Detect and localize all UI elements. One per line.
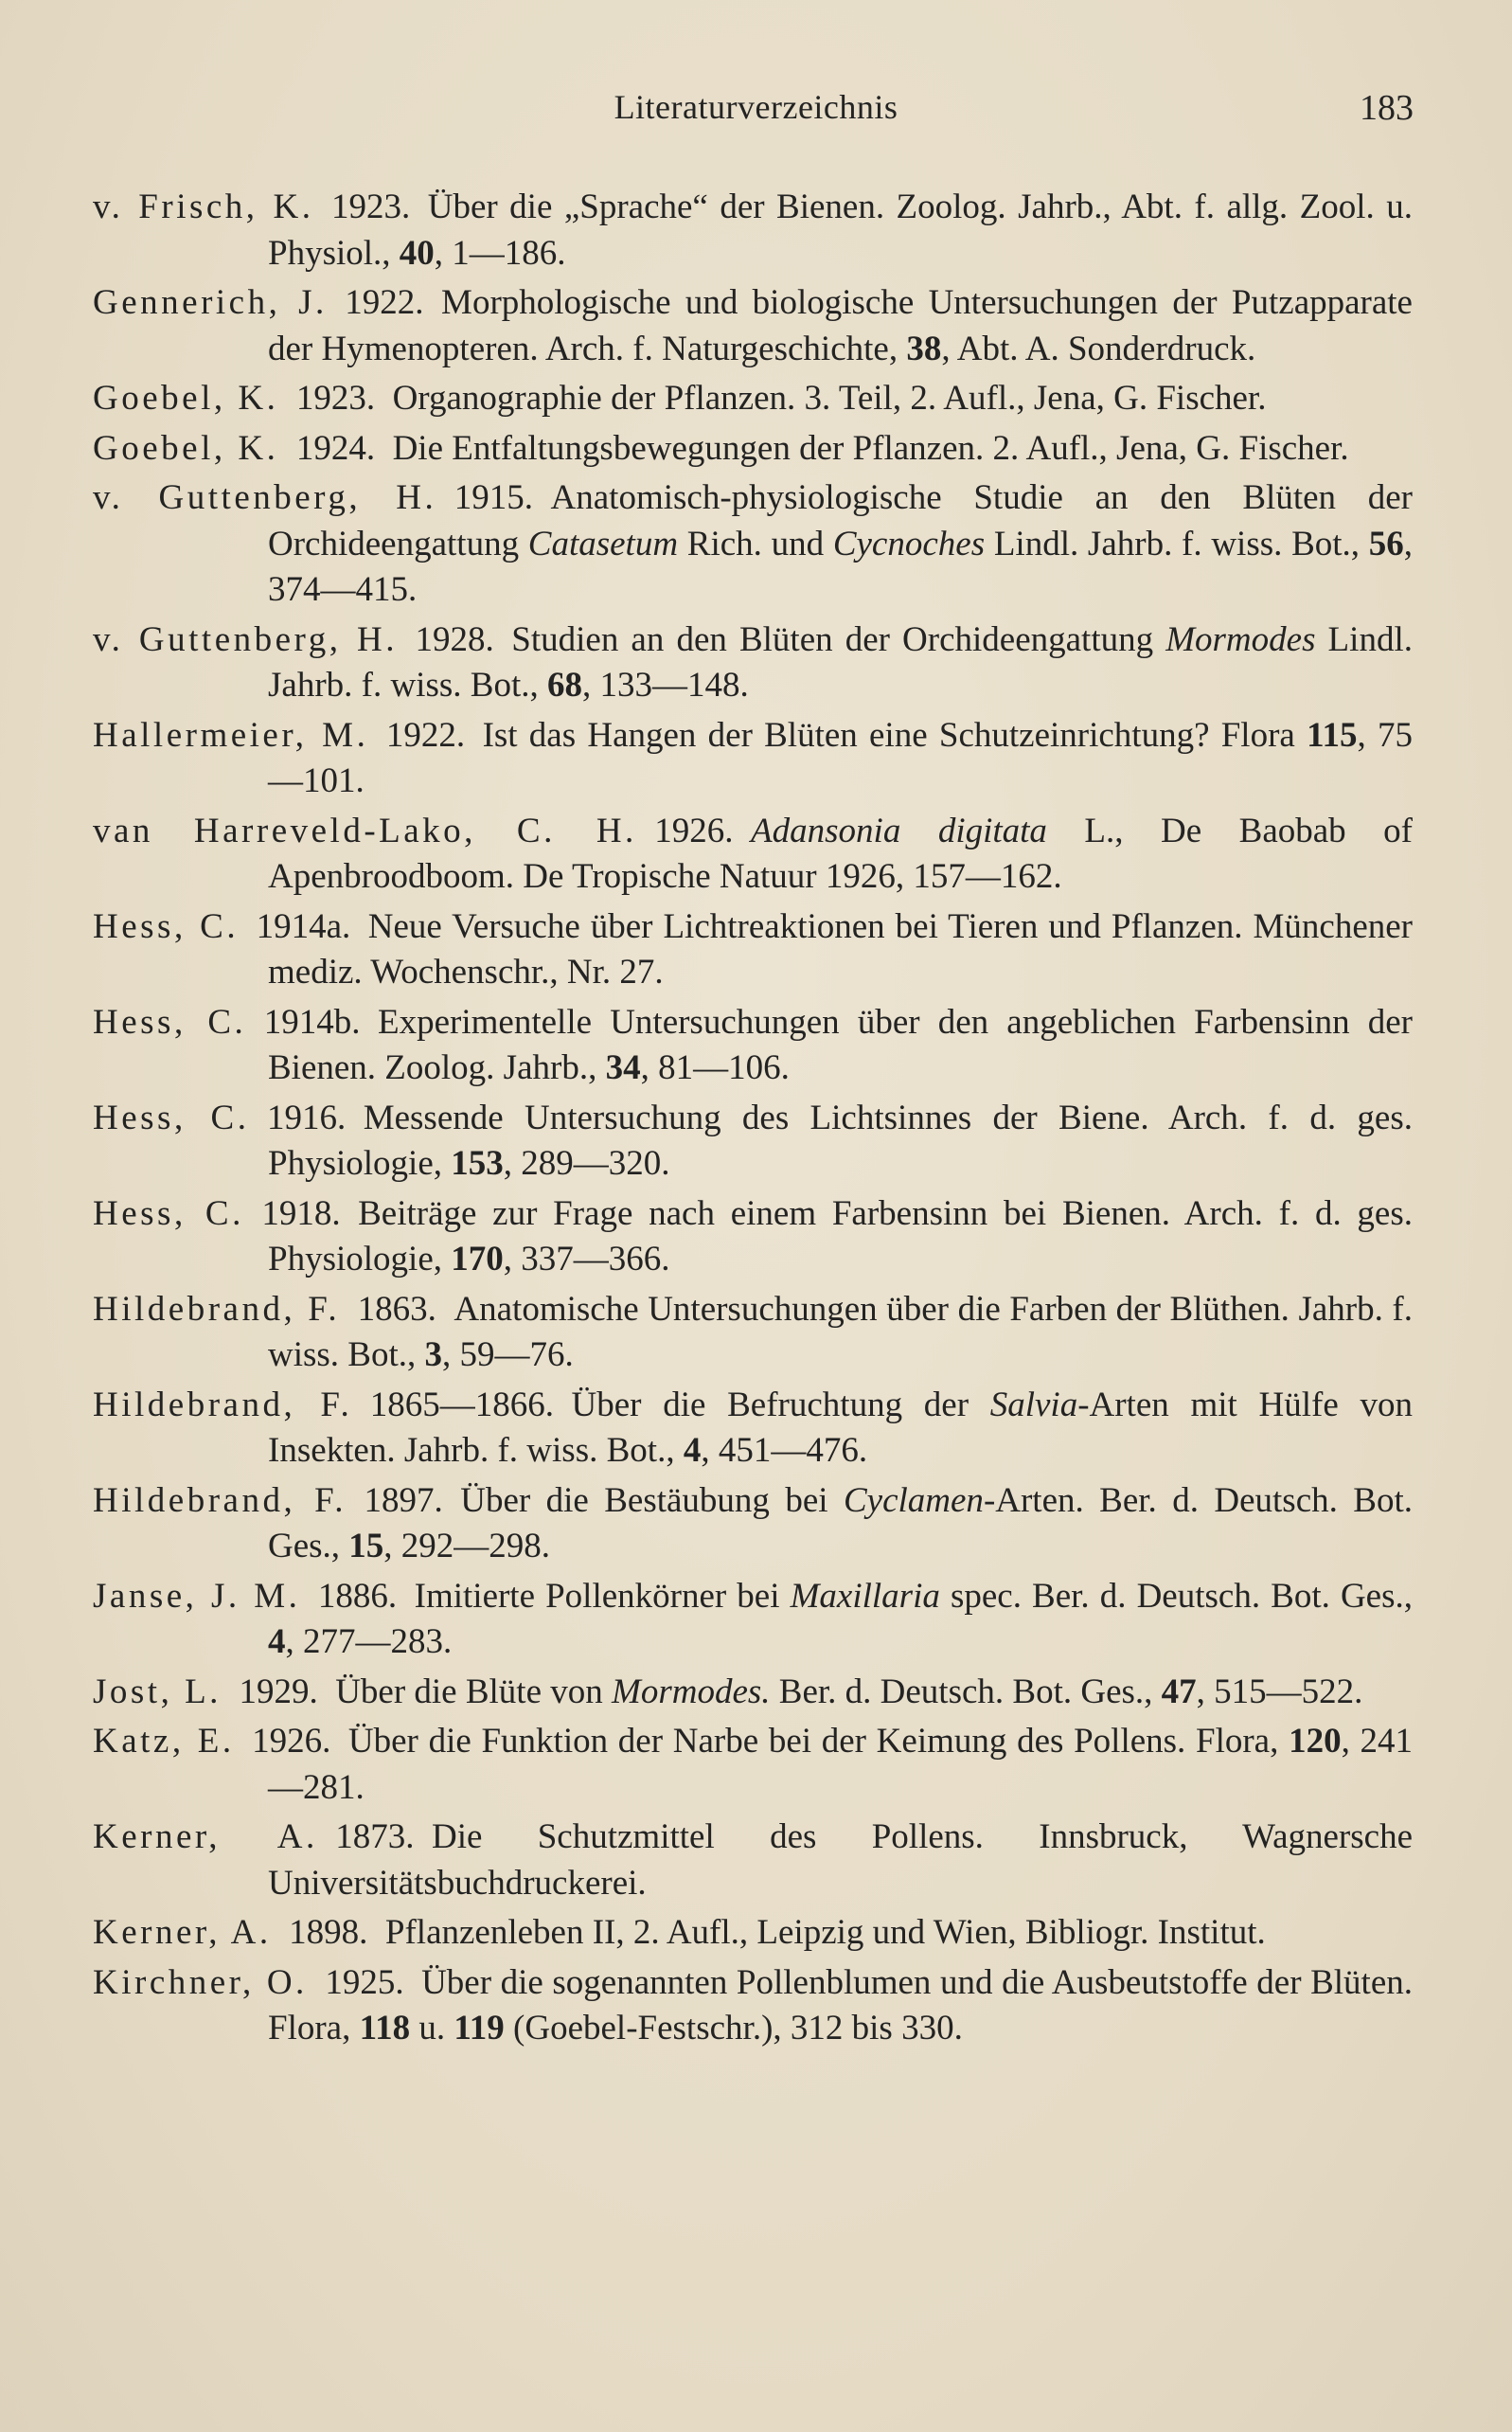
entry-volume: 120 (1289, 1722, 1342, 1761)
entry-text: Experimentelle Untersuchungen über den angeblichen Farbensinn der Bienen. Zoolog. Jahrb., (268, 1002, 1413, 1087)
entry-text: , 515—522. (1196, 1672, 1363, 1711)
entry-year: 1926. (252, 1722, 331, 1761)
entry-taxon-italic: Maxillaria (790, 1576, 940, 1616)
entry-text: Über die Befruchtung der (571, 1385, 990, 1424)
bibliography-entry (93, 1096, 1413, 1188)
bibliography-entry (93, 617, 1413, 709)
entry-year: 1926. (654, 811, 734, 850)
entry-text: Über die „Sprache“ der Bienen. Zoolog. Jahrb., Abt. f. allg. Zool. u. Physiol., (268, 188, 1413, 273)
entry-author: Hess, C. (93, 1098, 250, 1137)
entry-author: Hildebrand, F. (93, 1385, 353, 1424)
bibliography-entry (93, 280, 1413, 372)
entry-text: Über die Funktion der Narbe bei der Keimung des Pollens. Flora, (347, 1722, 1290, 1761)
entry-text: , 451—476. (701, 1431, 868, 1470)
entry-year: 1916. (266, 1098, 347, 1137)
bibliography-entry (93, 713, 1413, 805)
entry-text: Über die Blüte von (335, 1672, 613, 1711)
entry-year: 1873. (335, 1817, 415, 1856)
entry-text: Über die Bestäubung bei (460, 1480, 844, 1520)
entry-author: Jost, L. (93, 1672, 222, 1711)
entry-volume: 118 (359, 2009, 411, 2048)
entry-year: 1928. (415, 619, 494, 659)
entry-author: Hess, C. (93, 906, 240, 946)
entry-year: 1922. (385, 715, 466, 755)
entry-volume: 3 (424, 1335, 443, 1374)
entry-author: v. Guttenberg, H. (93, 619, 399, 659)
bibliography-entry (93, 1910, 1413, 1957)
entry-text: , 337—366. (503, 1240, 670, 1279)
entry-year: 1897. (364, 1480, 443, 1520)
entry-text: Pflanzenleben II, 2. Aufl., Leipzig und Wien, Bibliogr. Institut. (384, 1913, 1266, 1952)
entry-author: Kirchner, O. (93, 1962, 308, 2002)
entry-text: , 59—76. (442, 1335, 574, 1374)
entry-volume: 68 (546, 666, 582, 705)
entry-volume: 170 (451, 1240, 504, 1279)
bibliography-entry (93, 1960, 1413, 2052)
bibliography-entry (93, 1478, 1413, 1570)
entry-text: Imitierte Pollenkörner bei (414, 1576, 791, 1616)
entry-text: , 75—101. (268, 715, 1414, 800)
running-head (0, 87, 1512, 134)
entry-author: Gennerich, J. (93, 283, 328, 322)
entry-text: , 81—106. (640, 1048, 790, 1087)
entry-text: Beiträge zur Frage nach einem Farbensinn bei Bienen. Arch. f. d. ges. Physiologie, (268, 1193, 1413, 1279)
entry-text: -Arten. Ber. d. Deutsch. Bot. Ges., (268, 1480, 1414, 1565)
bibliography-entry (93, 1574, 1413, 1666)
entry-taxon-italic: Mormodes (1165, 619, 1316, 659)
bibliography-entry (93, 1670, 1413, 1716)
page-number: 183 (1360, 88, 1414, 128)
bibliography-list (93, 185, 1413, 2056)
entry-author: Hess, C. (93, 1193, 244, 1233)
entry-taxon-italic: Cyclamen (843, 1480, 984, 1520)
entry-text: Neue Versuche über Lichtreaktionen bei Tieren und Pflanzen. Münchener mediz. Wochenschr., Nr. 27. (268, 906, 1413, 992)
entry-taxon-italic: Salvia (989, 1385, 1078, 1424)
entry-text: L., De Baobab of Apenbroodboom. De Tropische Natuur 1926, 157—162. (268, 811, 1413, 896)
bibliography-entry (93, 1815, 1413, 1906)
entry-author: Hildebrand, F. (93, 1480, 347, 1520)
entry-text: Lindl. Jahrb. f. wiss. Bot., (268, 619, 1413, 705)
entry-text: Rich. und (678, 524, 833, 563)
entry-year: 1923. (295, 379, 376, 418)
entry-volume: 4 (268, 1622, 286, 1661)
entry-author: van Harreveld-Lako, C. H. (93, 811, 637, 850)
entry-text: Organographie der Pflanzen. 3. Teil, 2. Aufl., Jena, G. Fischer. (392, 379, 1267, 418)
entry-author: Goebel, K. (93, 379, 279, 418)
entry-text: Studien an den Blüten der Orchideengattung (511, 619, 1166, 659)
entry-text: (Goebel-Festschr.), 312 bis 330. (504, 2009, 963, 2048)
entry-volume: 56 (1368, 524, 1404, 563)
entry-text: Anatomische Untersuchungen über die Farben der Blüthen. Jahrb. f. wiss. Bot., (268, 1289, 1413, 1374)
bibliography-entry (93, 185, 1413, 277)
entry-text: , 1—186. (434, 233, 566, 273)
entry-taxon-italic: Cycnoches (832, 524, 986, 563)
entry-volume: 4 (683, 1431, 702, 1470)
entry-volume: 40 (399, 233, 435, 273)
entry-text: -Arten mit Hülfe von Insekten. Jahrb. f. wiss. Bot., (268, 1385, 1413, 1470)
entry-taxon-italic: Adansonia digitata (751, 811, 1047, 850)
bibliography-entry (93, 1191, 1413, 1283)
entry-year: 1914b. (263, 1002, 361, 1042)
entry-text: , 133—148. (581, 666, 749, 705)
bibliography-entry (93, 426, 1413, 473)
entry-text: Die Entfaltungsbewegungen der Pflanzen. 2. Aufl., Jena, G. Fischer. (392, 428, 1349, 468)
entry-year: 1898. (289, 1913, 368, 1952)
entry-year: 1886. (317, 1576, 398, 1616)
entry-text: , Abt. A. Sonderdruck. (941, 329, 1256, 368)
entry-year: 1924. (295, 428, 376, 468)
entry-author: v. Guttenberg, H. (93, 478, 437, 517)
entry-author: Katz, E. (93, 1722, 235, 1761)
entry-text: Messende Untersuchung des Lichtsinnes der Biene. Arch. f. d. ges. Physiologie, (268, 1098, 1413, 1183)
entry-author: Janse, J. M. (93, 1576, 301, 1616)
bibliography-entry (93, 809, 1413, 901)
bibliography-entry (93, 904, 1413, 996)
entry-text: Die Schutzmittel des Pollens. Innsbruck, Wagnersche Universitätsbuchdruckerei. (268, 1817, 1414, 1903)
entry-text: , 277—283. (285, 1622, 453, 1661)
bibliography-entry (93, 475, 1413, 614)
entry-year: 1914a. (256, 906, 351, 946)
entry-volume: 47 (1161, 1672, 1197, 1711)
entry-volume: 153 (451, 1144, 504, 1183)
entry-text: Morphologische und biologische Untersuchungen der Putzapparate der Hymenopteren. Arch. f. Naturgeschichte, (268, 283, 1413, 368)
entry-author: v. Frisch, K. (93, 188, 314, 226)
entry-volume: 38 (906, 329, 942, 368)
entry-text: spec. Ber. d. Deutsch. Bot. Ges., (939, 1576, 1413, 1616)
entry-text: , 241—281. (268, 1722, 1414, 1807)
entry-year: 1863. (357, 1289, 436, 1329)
entry-year: 1918. (261, 1193, 341, 1233)
entry-year: 1923. (331, 188, 411, 226)
bibliography-entry (93, 376, 1413, 422)
bibliography-entry (93, 1719, 1413, 1811)
entry-volume: 34 (605, 1048, 641, 1087)
entry-taxon-italic: Mormodes. (612, 1672, 771, 1711)
entry-author: Hess, C. (93, 1002, 247, 1042)
entry-volume: 115 (1307, 715, 1358, 755)
entry-text: Ber. d. Deutsch. Bot. Ges., (770, 1672, 1162, 1711)
entry-author: Kerner, A. (93, 1817, 318, 1856)
bibliography-entry (93, 1000, 1413, 1092)
bibliography-entry (93, 1287, 1413, 1379)
entry-volume: 15 (348, 1527, 384, 1565)
entry-text: Über die sogenannten Pollenblumen und die Ausbeutstoffe der Blüten. Flora, (268, 1962, 1413, 2048)
entry-text: Ist das Hangen der Blüten eine Schutzeinrichtung? Flora (482, 715, 1307, 755)
entry-text: Lindl. Jahrb. f. wiss. Bot., (985, 524, 1369, 563)
entry-text: , 292—298. (383, 1527, 551, 1565)
entry-author: Goebel, K. (93, 428, 279, 468)
entry-text: u. (410, 2009, 454, 2048)
entry-volume: 119 (454, 2009, 505, 2048)
entry-author: Kerner, A. (93, 1913, 272, 1952)
entry-year: 1915. (454, 478, 534, 517)
entry-text: Anatomisch-physiologische Studie an den Blüten der Orchideengattung (268, 478, 1413, 563)
entry-text: , 289—320. (503, 1144, 670, 1183)
bibliography-entry (93, 1383, 1413, 1475)
entry-author: Hildebrand, F. (93, 1289, 341, 1329)
entry-year: 1929. (239, 1672, 318, 1711)
entry-year: 1922. (345, 283, 424, 322)
running-title: Literaturverzeichnis (614, 88, 898, 126)
entry-year: 1865—1866. (369, 1385, 555, 1424)
entry-year: 1925. (325, 1962, 404, 2002)
entry-taxon-italic: Catasetum (527, 524, 679, 563)
entry-author: Hallermeier, M. (93, 715, 369, 755)
entry-text: , 374—415. (268, 524, 1413, 609)
